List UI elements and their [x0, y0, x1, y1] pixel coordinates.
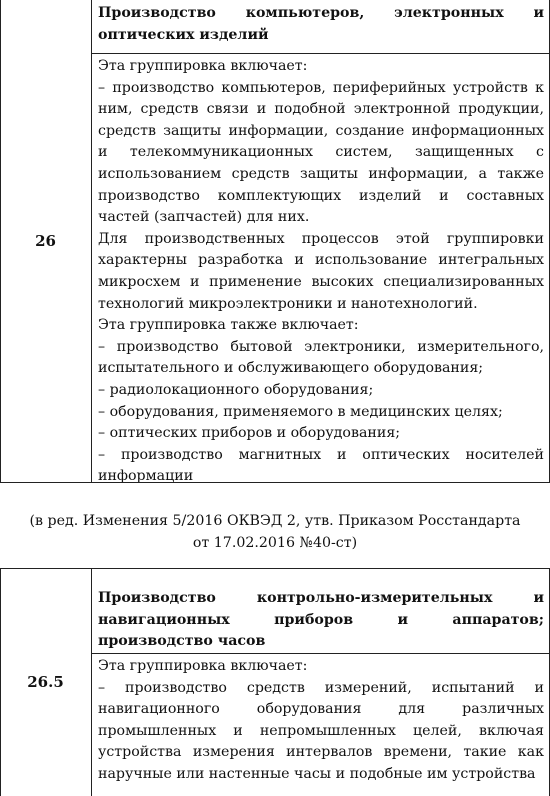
section-code-cell	[0, 568, 92, 796]
body-paragraph: – радиолокационного оборудования;	[98, 381, 374, 398]
edition-note-line: от 17.02.2016 №40-ст)	[192, 535, 358, 551]
body-paragraph: – оборудования, применяемого в медицинских целях;	[98, 403, 503, 420]
table-bottom-border	[0, 482, 550, 483]
title-divider	[92, 653, 550, 654]
section-title: Производство компьютеров, электронных и оптических изделий	[98, 5, 544, 43]
body-paragraph: Эта группировка включает:	[98, 58, 308, 74]
body-paragraph: Эта группировка включает:	[98, 658, 308, 674]
section-title-cell	[92, 3, 550, 53]
section-code: 26.5	[27, 673, 64, 691]
body-paragraph: Эта группировка также включает:	[98, 317, 359, 334]
section-body	[92, 56, 550, 488]
section-body	[92, 656, 550, 786]
title-divider	[92, 53, 550, 54]
body-paragraph: – производство магнитных и оптических носителей информации	[98, 446, 544, 485]
body-paragraph: – производство бытовой электроники, измерительного, испытательного и обслуживающего оборудования;	[98, 338, 544, 377]
section-title-cell	[92, 588, 550, 649]
edition-note	[0, 510, 550, 554]
section-code-cell	[0, 0, 92, 482]
edition-note-line: (в ред. Изменения 5/2016 ОКВЭД 2, утв. Приказом Росстандарта	[29, 513, 521, 529]
section-title: Производство контрольно-измерительных и навигационных приборов и аппаратов; производство часов	[98, 590, 544, 649]
body-paragraph: Для производственных процессов этой группировки характерны разработка и использование интегральных микросхем и применение высоких специализированных технологий микроэлектроники и нанотехнологий.	[98, 230, 544, 312]
body-paragraph: – производство средств измерений, испытаний и навигационного оборудования для различных промышленных и непромышленных целей, включая устройства измерения интервалов времени, такие как наручные или настенные часы и подобные им устройства	[98, 679, 544, 782]
section-code: 26	[35, 232, 56, 250]
body-paragraph: – производство компьютеров, периферийных устройств к ним, средств связи и подобной электронной продукции, средств защиты информации, создание информационных и телекоммуникационных систем, защищенных с использованием средств защиты информации, а также производство комплектующих изделий и составных частей (запчастей) для них.	[98, 79, 544, 226]
body-paragraph: – оптических приборов и оборудования;	[98, 425, 401, 442]
